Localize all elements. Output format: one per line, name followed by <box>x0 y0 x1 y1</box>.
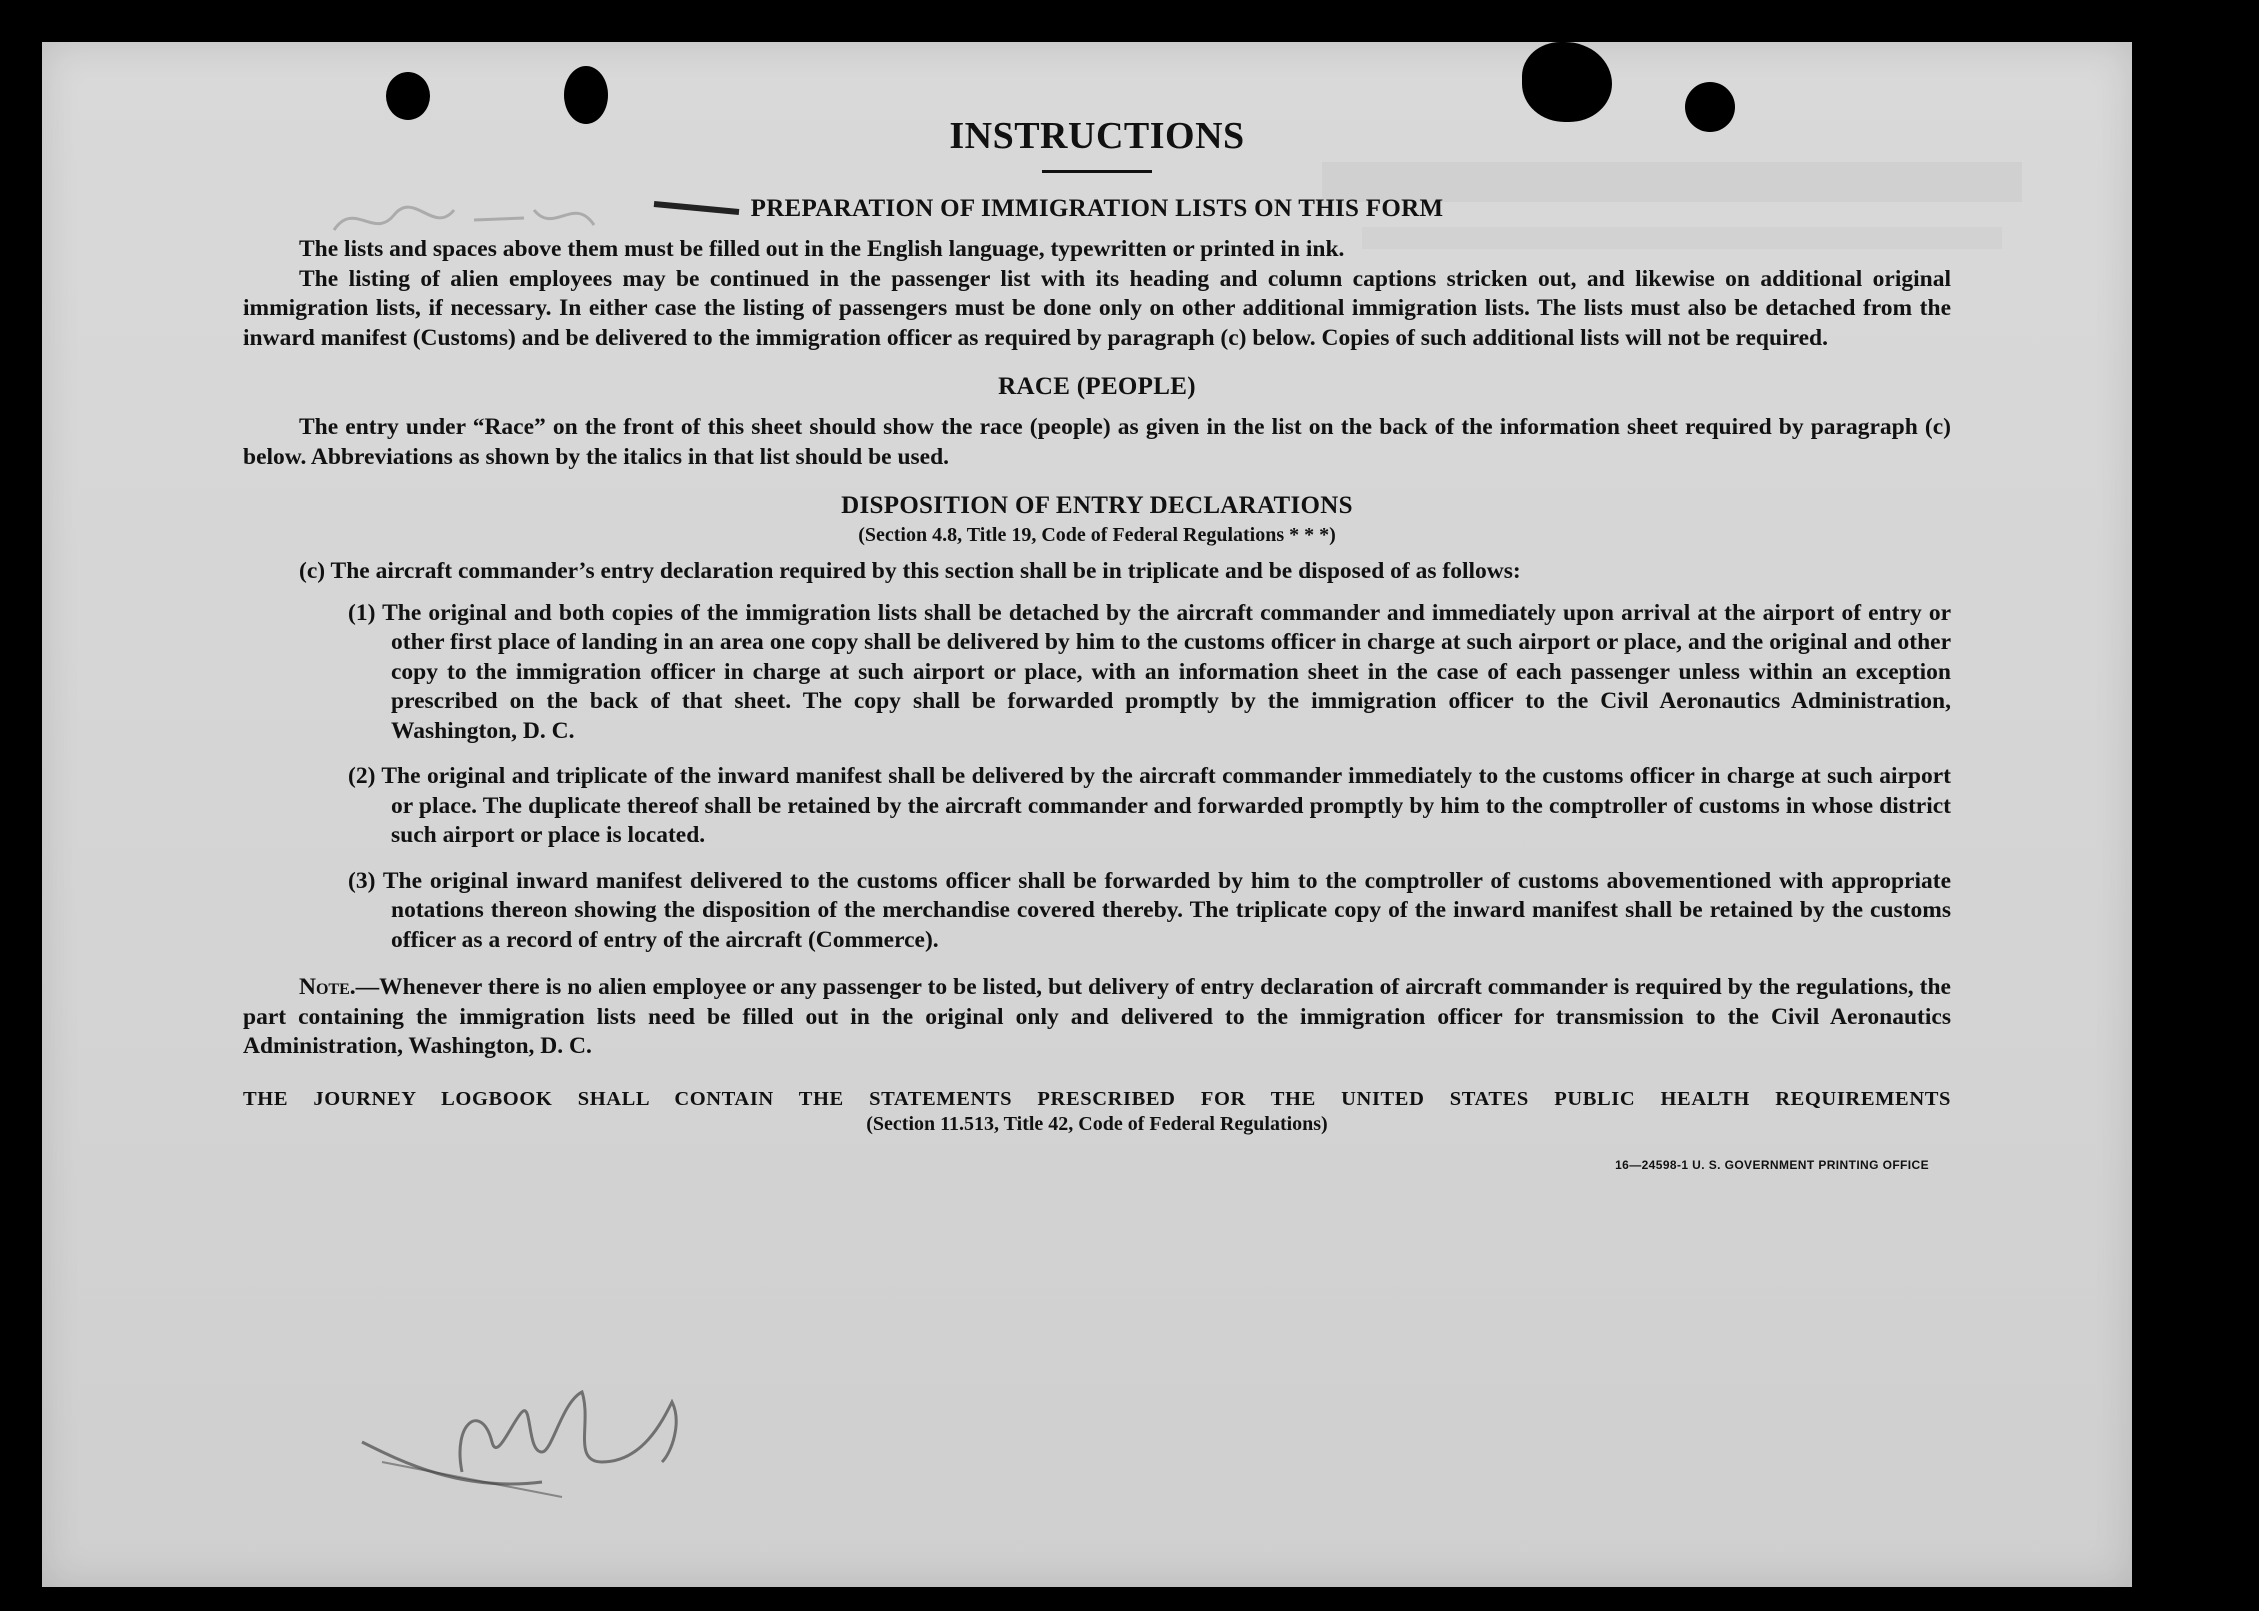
note-paragraph <box>243 973 1951 1062</box>
title-rule <box>1042 170 1152 173</box>
list-item-2: (2) The original and triplicate of the inward manifest shall be delivered by the aircraft commander immediately to the customs officer in charge at such airport or place. The duplicate thereof shall be retained by the aircraft commander and forwarded promptly by him to the comptroller of customs in whose district such airport or place is located. <box>348 763 1951 848</box>
note-text: —Whenever there is no alien employee or any passenger to be listed, but delivery of entry declaration of aircraft commander is required by the regulations, the part containing the immigration lists need be filled out in the original only and delivered to the immigration officer for transmission to the Civil Aeronautics Administration, Washington, D. C. <box>243 974 1951 1059</box>
health-requirements-citation: (Section 11.513, Title 42, Code of Federal Regulations) <box>866 1112 1328 1135</box>
heading-immigration-lists: PREPARATION OF IMMIGRATION LISTS ON THIS FORM <box>750 195 1444 222</box>
paragraph-alien-employees: The listing of alien employees may be continued in the passenger list with its heading and column captions stricken out, and likewise on additional original immigration lists, if necessary. In either case the listing of passengers must be done only on other additional immigration lists. The lists must also be detached from the inward manifest (Customs) and be delivered to the immigration officer as required by paragraph (c) below. Copies of such additional lists will not be required. <box>243 265 1951 351</box>
page-title: INSTRUCTIONS <box>949 115 1245 157</box>
punch-hole-right-1 <box>1522 42 1612 122</box>
signature-icon <box>342 1362 722 1502</box>
document-page <box>42 42 2132 1587</box>
list-item-3: (3) The original inward manifest delivered to the customs officer shall be forwarded by him to the comptroller of customs abovementioned with appropriate notations thereon showing the disposition of the merchandise covered thereby. The triplicate copy of the inward manifest shall be retained by the customs officer as a record of entry of the aircraft (Commerce). <box>348 867 1951 953</box>
note-label: Note. <box>299 974 356 1000</box>
health-requirements-statement: THE JOURNEY LOGBOOK SHALL CONTAIN THE STATEMENTS PRESCRIBED FOR THE UNITED STATES PUBLIC HEALTH REQUIREMENTS <box>243 1087 1951 1110</box>
document-body <box>243 114 1951 1176</box>
heading-disposition: DISPOSITION OF ENTRY DECLARATIONS <box>841 492 1353 519</box>
heading-race: RACE (PEOPLE) <box>998 373 1196 400</box>
printer-imprint: 16—24598-1 U. S. GOVERNMENT PRINTING OFFICE <box>1615 1157 1929 1172</box>
paragraph-c-intro: (c) The aircraft commander’s entry declaration required by this section shall be in triplicate and be disposed of as follows: <box>299 558 1521 584</box>
citation-disposition: (Section 4.8, Title 19, Code of Federal Regulations * * *) <box>858 524 1336 546</box>
list-item-1: (1) The original and both copies of the immigration lists shall be detached by the aircraft commander and immediately upon arrival at the airport of entry or other first place of landing in an area one copy shall be delivered by him to the customs officer in charge at such airport or place, and the original and other copy to the immigration officer in charge at such airport or place, with an information sheet in the case of each passenger unless within an exception prescribed on the back of that sheet. The copy shall be forwarded promptly by the immigration officer to the Civil Aeronautics Administration, Washington, D. C. <box>348 599 1951 744</box>
paragraph-race: The entry under “Race” on the front of this sheet should show the race (people) as given in the list on the back of the information sheet required by paragraph (c) below. Abbreviations as shown by the italics in that list should be used. <box>243 414 1951 470</box>
paragraph-lists-language: The lists and spaces above them must be filled out in the English language, typewritten or printed in ink. <box>299 236 1345 262</box>
punch-hole-left-1 <box>386 72 430 120</box>
